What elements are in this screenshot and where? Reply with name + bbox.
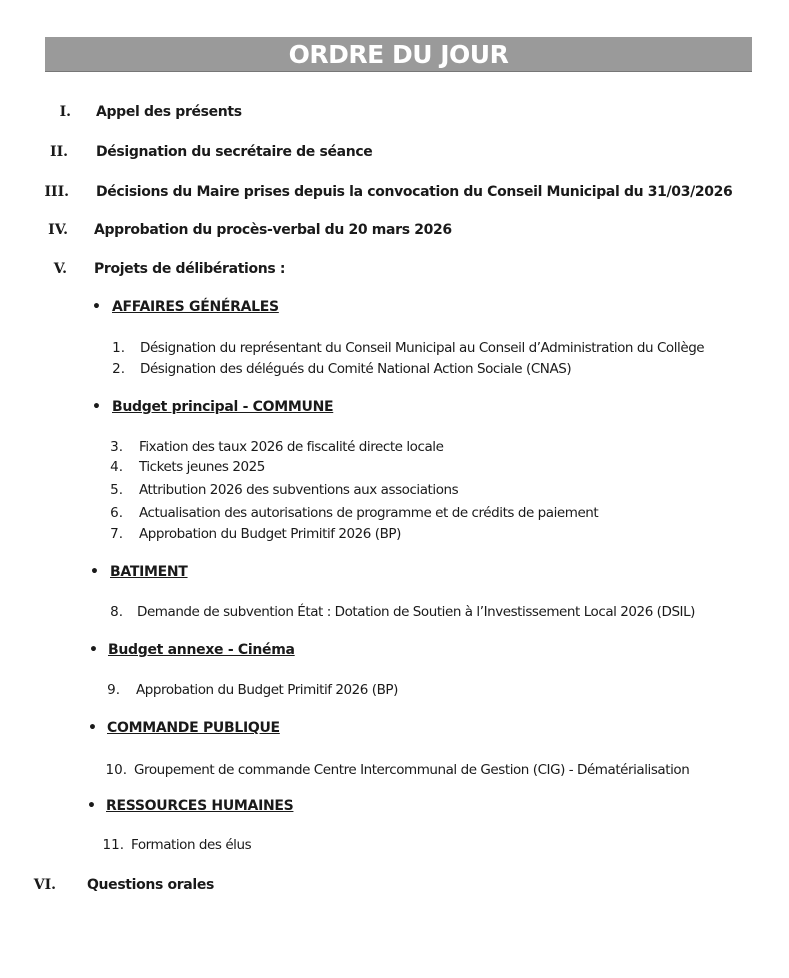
- item-label: Demande de subvention État : Dotation de Soutien à l’Investissement Local 2026 (DSIL): [137, 604, 695, 620]
- item-label: Tickets jeunes 2025: [139, 459, 265, 475]
- item-label: Approbation du Budget Primitif 2026 (BP): [139, 526, 401, 542]
- point-numeral: IV.: [48, 222, 68, 238]
- point-label: Appel des présents: [96, 104, 242, 120]
- bullet: •: [92, 399, 101, 415]
- item-label: Actualisation des autorisations de programme et de crédits de paiement: [139, 505, 599, 521]
- item-label: Désignation des délégués du Comité National Action Sociale (CNAS): [140, 361, 572, 377]
- point-numeral: II.: [50, 144, 68, 160]
- section-title: Budget principal - COMMUNE: [112, 399, 334, 415]
- point-label: Projets de délibérations :: [94, 261, 286, 277]
- item-label: Attribution 2026 des subventions aux associations: [139, 482, 459, 498]
- bullet: •: [88, 720, 97, 736]
- point-label: Approbation du procès-verbal du 20 mars 2026: [94, 222, 452, 238]
- item-number: 2.: [112, 361, 125, 377]
- section-title: BATIMENT: [110, 564, 188, 580]
- item-number: 7.: [110, 526, 123, 542]
- section-title: COMMANDE PUBLIQUE: [107, 720, 280, 736]
- bullet: •: [89, 642, 98, 658]
- item-number: 6.: [110, 505, 123, 521]
- item-number: 8.: [110, 604, 123, 620]
- bullet: •: [90, 564, 99, 580]
- point-numeral: V.: [53, 261, 67, 277]
- section-title: AFFAIRES GÉNÉRALES: [112, 299, 279, 315]
- point-numeral: I.: [59, 104, 71, 120]
- item-label: Désignation du représentant du Conseil Municipal au Conseil d’Administration du Collège: [140, 340, 705, 356]
- item-number: 4.: [110, 459, 123, 475]
- point-label: Décisions du Maire prises depuis la convocation du Conseil Municipal du 31/03/2026: [96, 184, 733, 200]
- point-label: Questions orales: [87, 877, 214, 893]
- title-banner: [45, 37, 752, 72]
- item-number: 9.: [107, 682, 120, 698]
- item-label: Approbation du Budget Primitif 2026 (BP): [136, 682, 398, 698]
- item-number: 5.: [110, 482, 123, 498]
- item-label: Fixation des taux 2026 de fiscalité directe locale: [139, 439, 444, 455]
- item-label: Formation des élus: [131, 837, 252, 853]
- page-title: ORDRE DU JOUR: [288, 39, 509, 69]
- section-title: RESSOURCES HUMAINES: [106, 798, 294, 814]
- point-label: Désignation du secrétaire de séance: [96, 144, 373, 160]
- point-numeral: VI.: [33, 877, 56, 893]
- section-title: Budget annexe - Cinéma: [108, 642, 295, 658]
- bullet: •: [92, 299, 101, 315]
- item-number: 3.: [110, 439, 123, 455]
- item-number: 1.: [112, 340, 125, 356]
- item-label: Groupement de commande Centre Intercommunal de Gestion (CIG) - Dématérialisation: [134, 762, 690, 778]
- bullet: •: [87, 798, 96, 814]
- point-numeral: III.: [44, 184, 69, 200]
- item-number: 11.: [102, 837, 124, 853]
- item-number: 10.: [105, 762, 127, 778]
